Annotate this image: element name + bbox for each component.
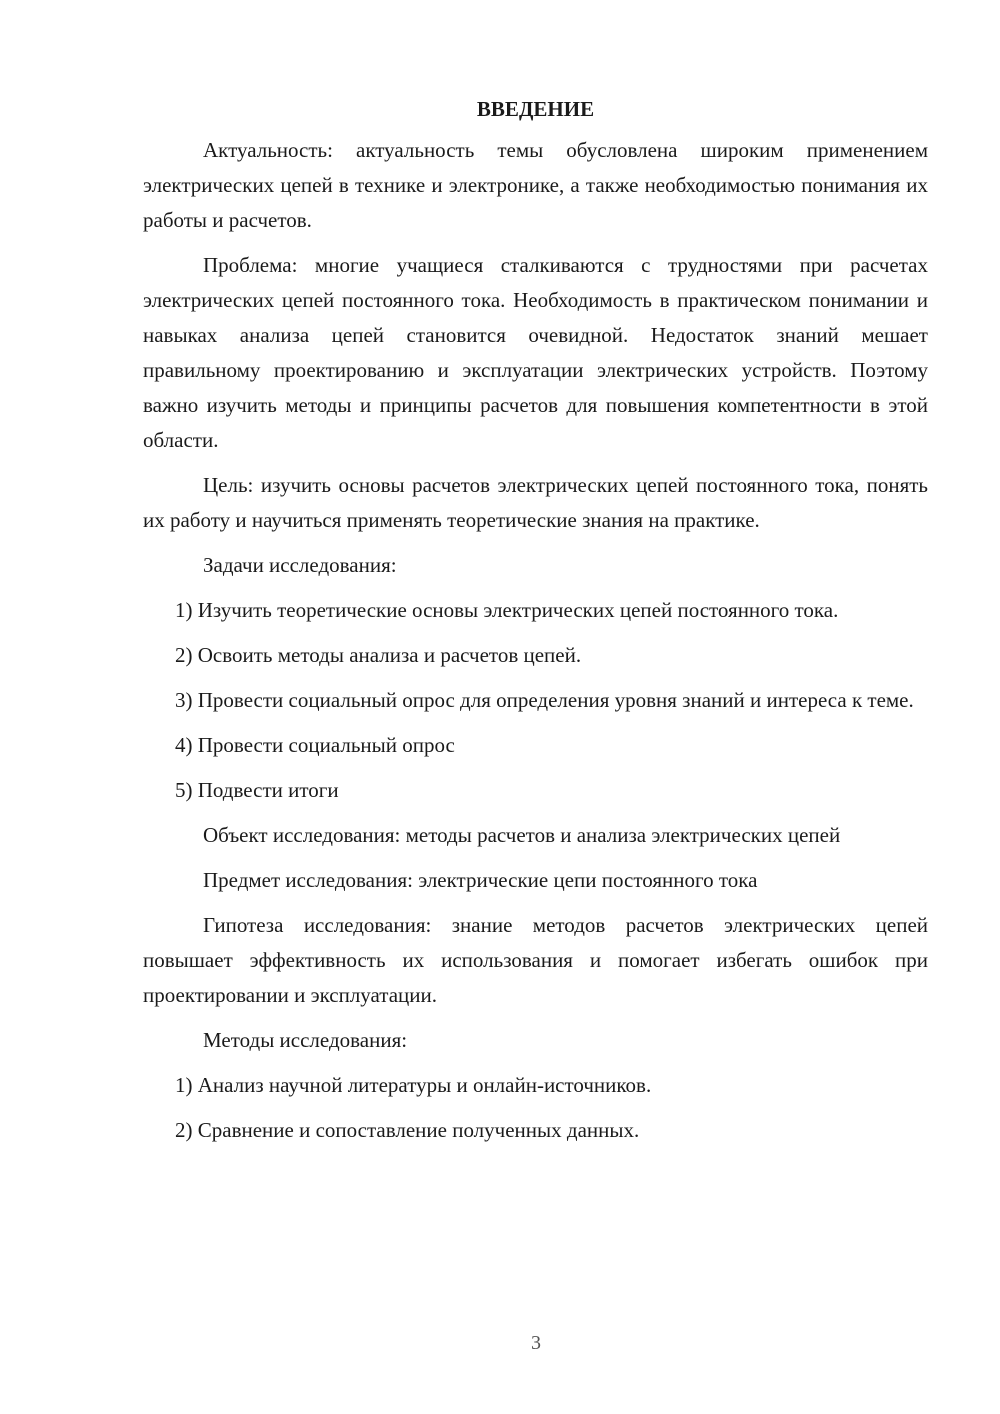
page-number: 3: [531, 1332, 541, 1354]
paragraph-hypothesis: Гипотеза исследования: знание методов расчетов электрических цепей повышает эффективность их использования и помогает избегать ошибок при проектировании и эксплуатации.: [143, 913, 928, 1007]
list-item-method-1: 1) Анализ научной литературы и онлайн-источников.: [175, 1073, 652, 1097]
list-item-task-5: 5) Подвести итоги: [175, 778, 339, 802]
paragraph-methods-heading: Методы исследования:: [203, 1028, 408, 1052]
list-item-task-4: 4) Провести социальный опрос: [175, 733, 455, 757]
list-item-task-1: 1) Изучить теоретические основы электрических цепей постоянного тока.: [175, 598, 839, 622]
paragraph-goal: Цель: изучить основы расчетов электрических цепей постоянного тока, понять их работу и научиться применять теоретические знания на практике.: [143, 473, 928, 532]
paragraph-object: Объект исследования: методы расчетов и анализа электрических цепей: [203, 823, 841, 847]
paragraph-problem: Проблема: многие учащиеся сталкиваются с трудностями при расчетах электрических цепей постоянного тока. Необходимость в практическом понимании и навыках анализа цепей становится очевидной. Недостаток знаний мешает правильному проектированию и эксплуатации электрических устройств. Поэтому важно изучить методы и принципы расчетов для повышения компетентности в этой области.: [143, 253, 928, 452]
list-item-task-3: 3) Провести социальный опрос для определения уровня знаний и интереса к теме.: [175, 688, 914, 712]
list-item-task-2: 2) Освоить методы анализа и расчетов цепей.: [175, 643, 582, 667]
paragraph-tasks-heading: Задачи исследования:: [203, 553, 397, 577]
paragraph-relevance: Актуальность: актуальность темы обусловлена широким применением электрических цепей в технике и электронике, а также необходимостью понимания их работы и расчетов.: [143, 138, 928, 232]
document-page: [143, 92, 928, 1158]
list-item-method-2: 2) Сравнение и сопоставление полученных данных.: [175, 1118, 640, 1142]
paragraph-subject: Предмет исследования: электрические цепи постоянного тока: [203, 868, 758, 892]
section-title: ВВЕДЕНИЕ: [476, 97, 595, 121]
